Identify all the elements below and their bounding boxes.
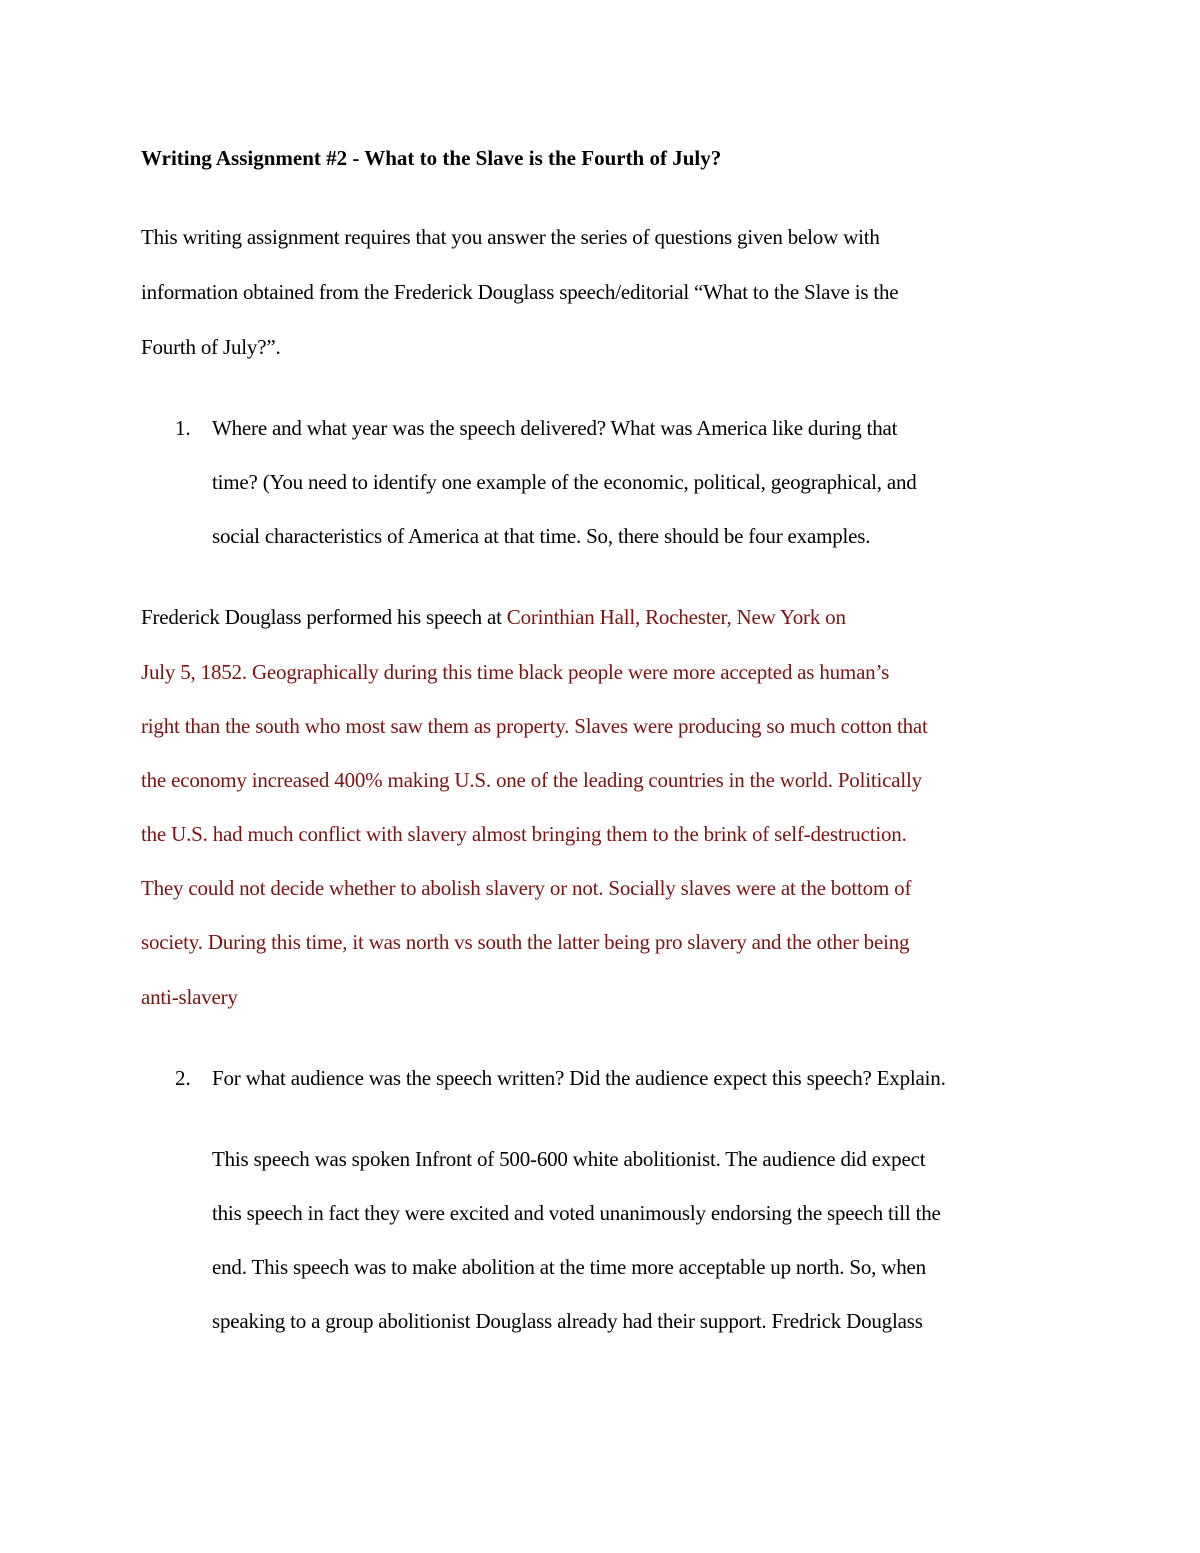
question-number: 2. bbox=[175, 1066, 191, 1090]
intro-line: This writing assignment requires that you answer the series of questions given below with bbox=[141, 225, 880, 249]
intro-line: Fourth of July?”. bbox=[141, 335, 281, 359]
answer-line: this speech in fact they were excited and voted unanimously endorsing the speech till the bbox=[212, 1201, 941, 1225]
question-line: For what audience was the speech written? Did the audience expect this speech? Explain. bbox=[212, 1066, 946, 1090]
document-title: Writing Assignment #2 - What to the Slave is the Fourth of July? bbox=[141, 146, 722, 170]
answer-line: anti-slavery bbox=[141, 985, 238, 1009]
answer-line: speaking to a group abolitionist Douglass already had their support. Fredrick Douglass bbox=[212, 1309, 923, 1333]
answer-line: society. During this time, it was north vs south the latter being pro slavery and the other being bbox=[141, 930, 910, 954]
answer-line: This speech was spoken Infront of 500-600 white abolitionist. The audience did expect bbox=[212, 1147, 926, 1171]
answer-line: July 5, 1852. Geographically during this time black people were more accepted as human’s bbox=[141, 660, 890, 684]
answer-text-red: Corinthian Hall, Rochester, New York on bbox=[506, 605, 846, 629]
answer-line: the economy increased 400% making U.S. one of the leading countries in the world. Politically bbox=[141, 768, 922, 792]
intro-line: information obtained from the Frederick Douglass speech/editorial “What to the Slave is the bbox=[141, 280, 899, 304]
answer-line: They could not decide whether to abolish slavery or not. Socially slaves were at the bottom of bbox=[141, 876, 912, 900]
answer-line: end. This speech was to make abolition at the time more acceptable up north. So, when bbox=[212, 1255, 926, 1279]
question-number: 1. bbox=[175, 416, 191, 440]
question-line: Where and what year was the speech delivered? What was America like during that bbox=[212, 416, 898, 440]
question-line: social characteristics of America at that time. So, there should be four examples. bbox=[212, 524, 871, 548]
question-line: time? (You need to identify one example of the economic, political, geographical, and bbox=[212, 470, 917, 494]
answer-text-black: Frederick Douglass performed his speech at bbox=[141, 605, 507, 629]
answer-line bbox=[141, 603, 846, 631]
answer-line: right than the south who most saw them as property. Slaves were producing so much cotton that bbox=[141, 714, 928, 738]
answer-line: the U.S. had much conflict with slavery almost bringing them to the brink of self-destruction. bbox=[141, 822, 907, 846]
